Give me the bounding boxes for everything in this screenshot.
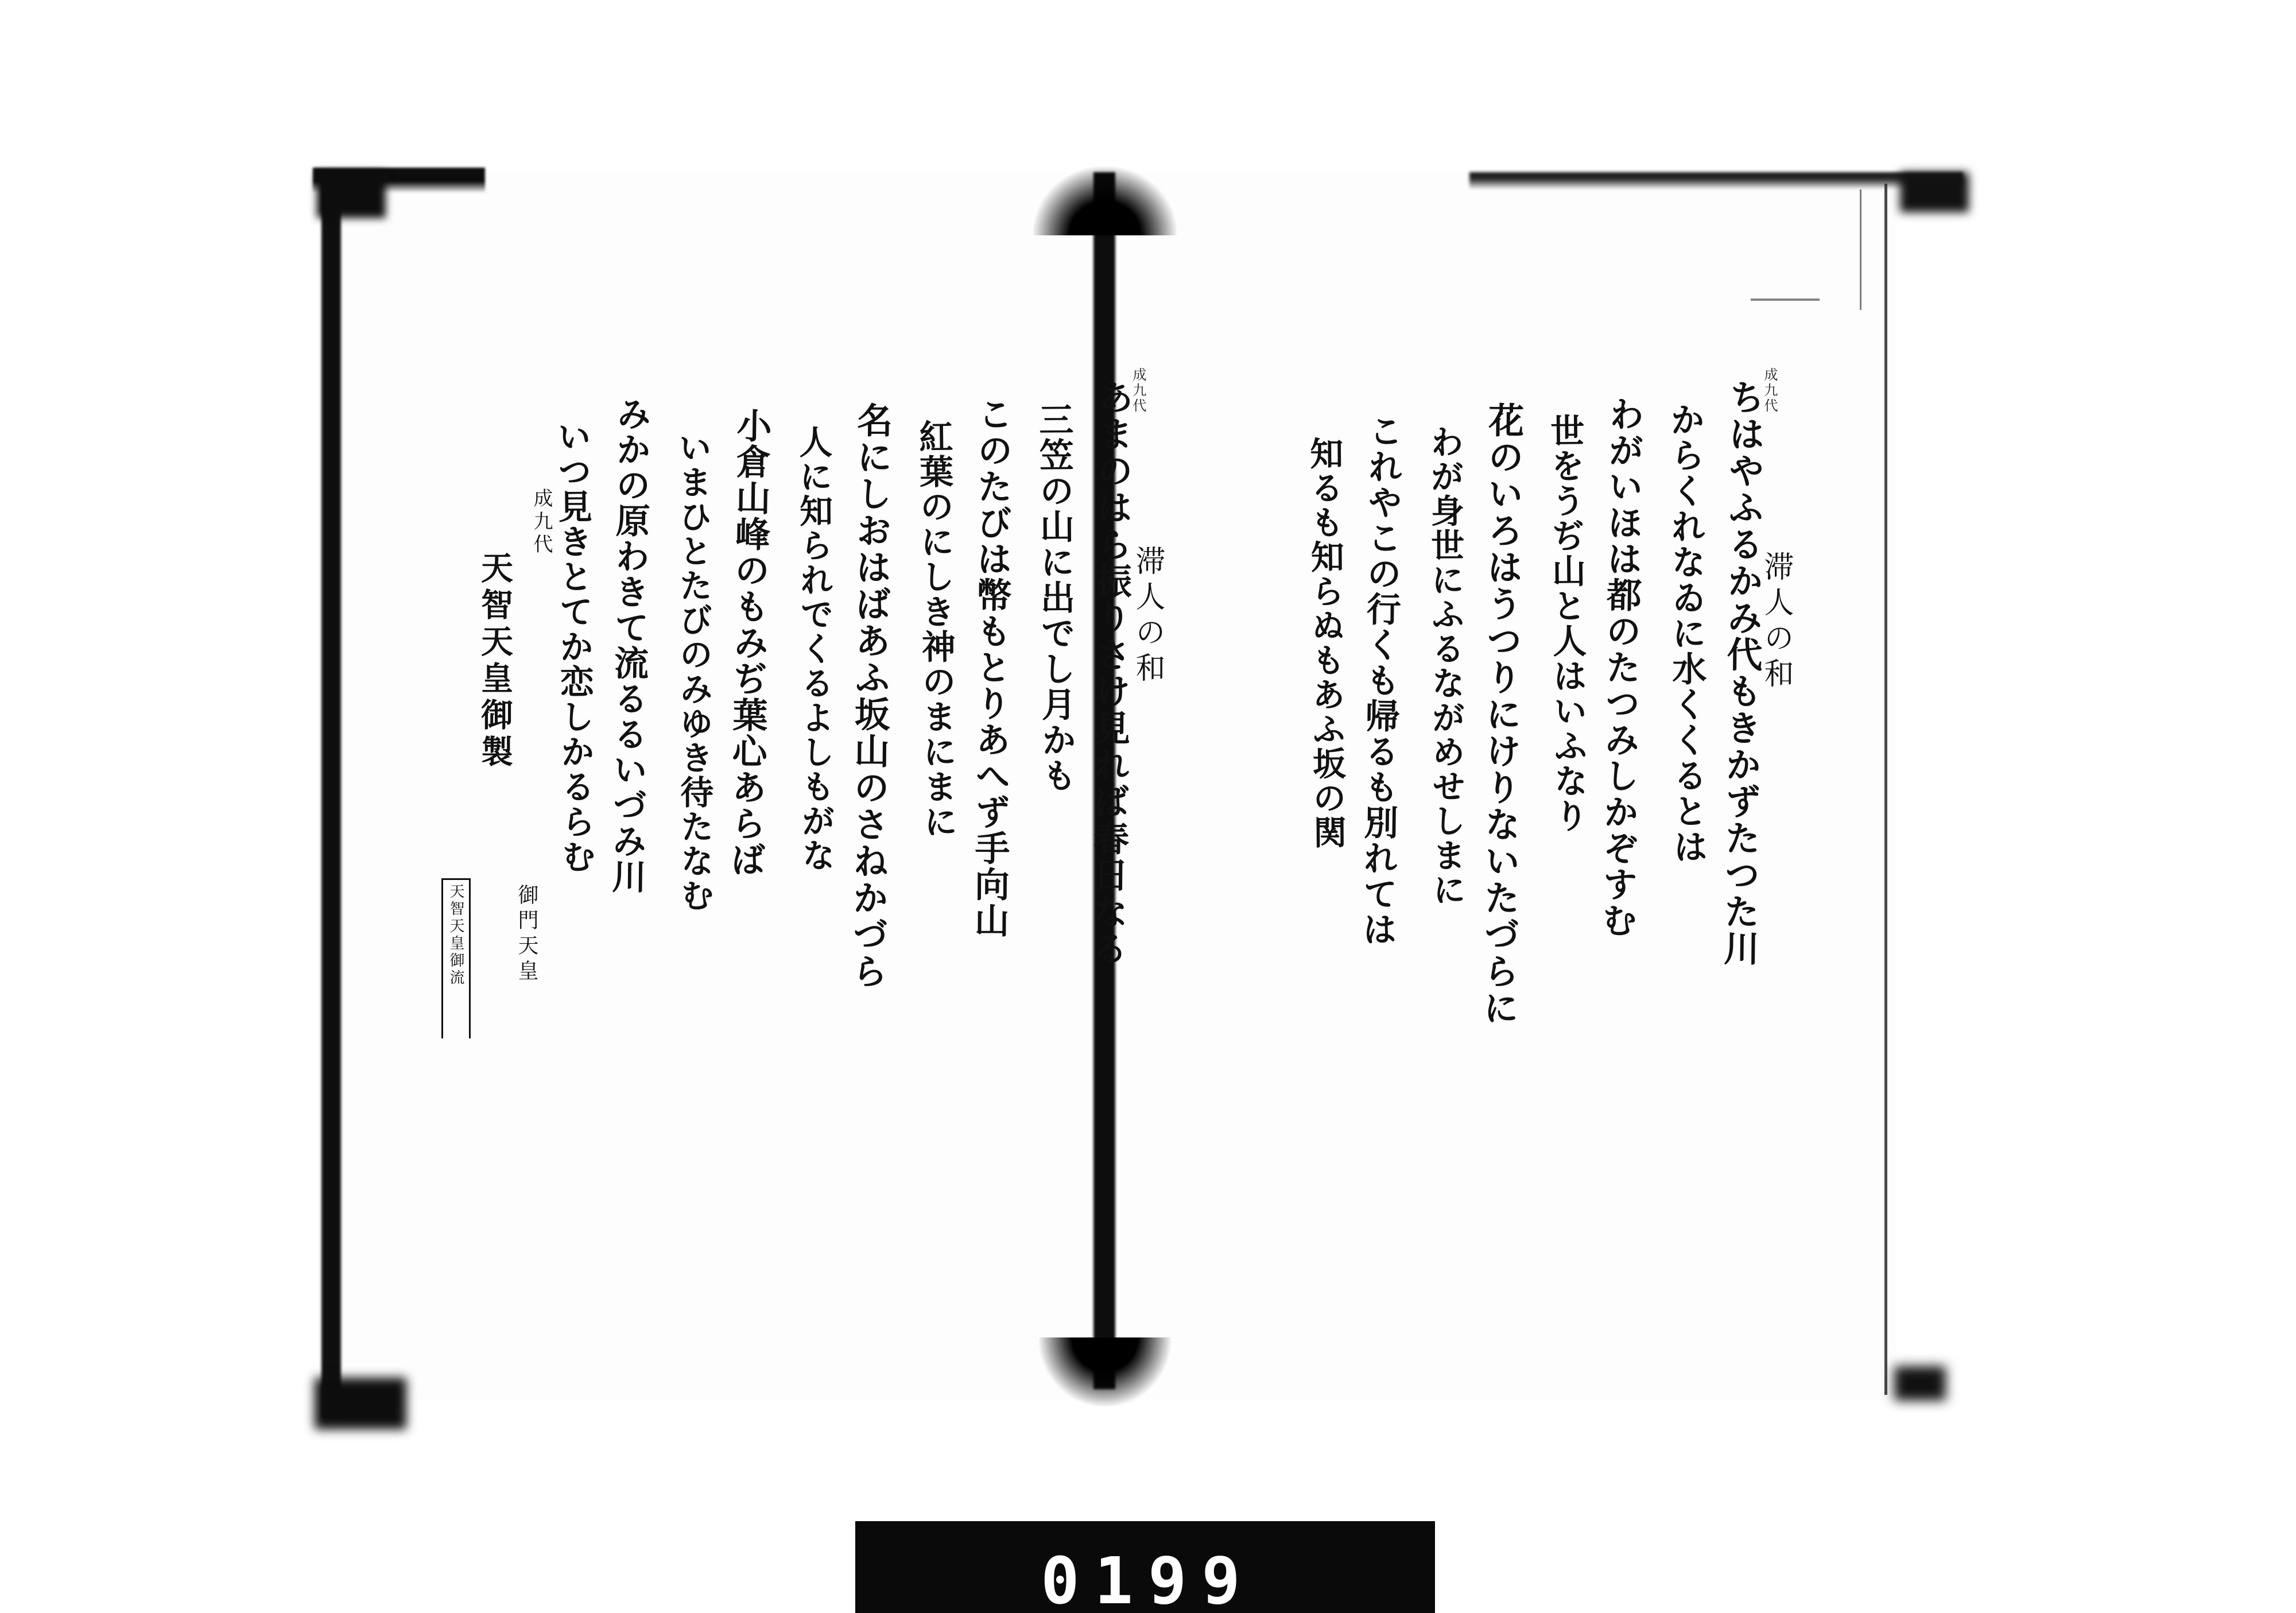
book-gutter-top-blot (1033, 166, 1177, 235)
right-page-column: 知るも知らぬもあふ坂の関 (1304, 436, 1347, 850)
right-page-column: からくれなゐに水くくるとは (1665, 401, 1708, 865)
right-page-column: ちはやふるかみ代もきかずたつた川 (1717, 378, 1766, 967)
page-bottom-right-corner-blot (1894, 1366, 1946, 1401)
left-page-column: 三笠の山に出でし月かも (1033, 401, 1077, 794)
microfilm-frame-number: 0199 (1041, 1550, 1255, 1613)
book-left-corner (317, 172, 386, 218)
colophon-seal-box: 天智天皇御流 (441, 878, 471, 1038)
left-page-margin-note: 成九代 (1130, 367, 1146, 414)
page-speck (1751, 298, 1820, 301)
colophon-title: 天智天皇御製 (476, 551, 514, 771)
right-page-column: 世をうぢ山と人はいふなり (1545, 413, 1589, 834)
colophon-subtitle: 御門天皇 (515, 884, 538, 985)
left-page-column: みかの原わきて流るるいづみ川 (606, 396, 651, 895)
left-page-column: 小倉山峰のもみぢ葉心あらば (724, 407, 772, 878)
left-page-column: あまのはら振りさけ見れば春日なる (1086, 378, 1134, 967)
page-top-right-corner-blot (1900, 172, 1969, 212)
book-gutter-bottom-blot (1039, 1337, 1171, 1406)
left-page-column: 名にしおはばあふ坂山のさねかづら (846, 401, 893, 990)
page-right-rule (1884, 184, 1887, 1395)
book-left-edge (321, 172, 341, 1418)
left-page-heading: 滞人の和 (1130, 545, 1165, 688)
left-page-column: 紅葉のにしき神のまにまに (913, 418, 958, 840)
right-page-column: わがいほは都のたつみしかぞすむ (1596, 396, 1645, 939)
colophon-era-note: 成九代 (530, 488, 553, 557)
left-page-column: いつ見きとてか恋しかるらむ (552, 418, 596, 875)
right-page-column: わが身世にふるながめせしまに (1425, 424, 1467, 908)
page-right-rule-secondary (1860, 189, 1861, 310)
left-page-column: このたびは幣もとりあへず手向山 (968, 396, 1013, 939)
right-page-heading: 滞人の和 (1759, 551, 1793, 693)
right-page-column: これやこの行くも帰るも別れては (1356, 413, 1403, 948)
right-page-column: 花のいろはうつりにけりないたづらに (1477, 401, 1525, 1027)
book-left-bottom-corner (315, 1378, 406, 1429)
right-page-margin-note: 成九代 (1762, 367, 1778, 414)
left-page-column: 人に知られでくるよしもがな (793, 424, 836, 873)
page-top-shadow (1469, 172, 1963, 189)
left-page-column: いまひとたびのみゆき待たなむ (673, 430, 715, 913)
